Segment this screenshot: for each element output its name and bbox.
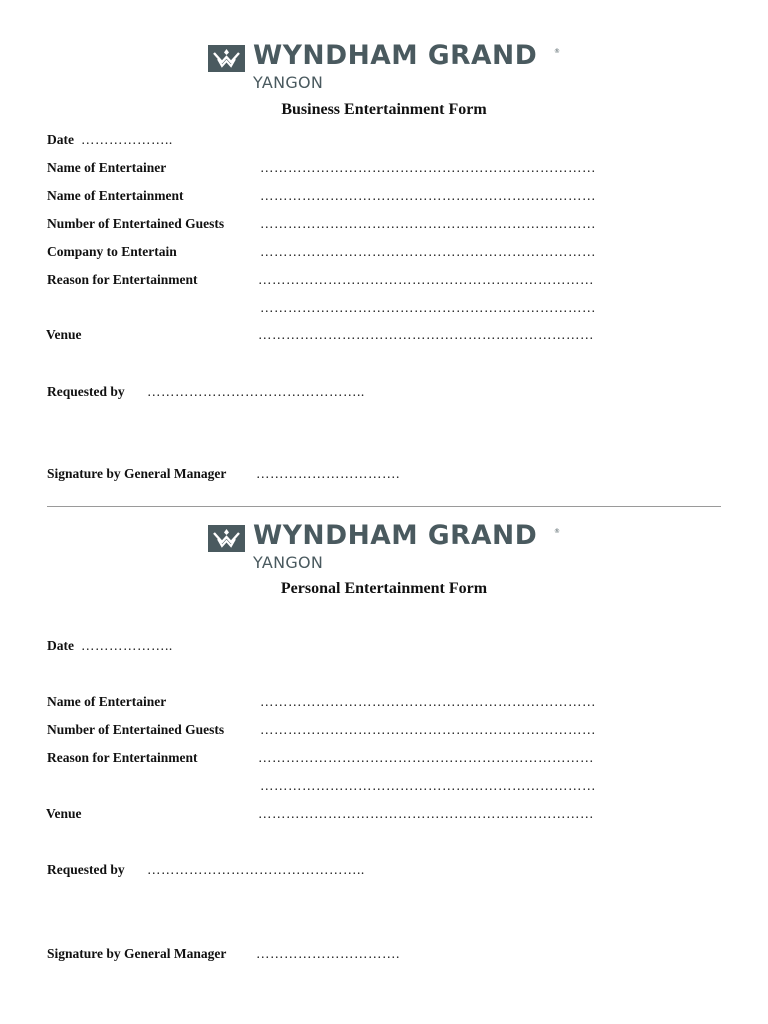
name-of-entertainment-field[interactable]: ……………………………………………………………… [260,188,596,203]
reason-field-line-2[interactable]: ……………………………………………………………… [260,300,596,315]
venue-label: Venue [46,327,82,342]
form-title: Business Entertainment Form [281,101,487,118]
venue-field[interactable]: ……………………………………………………………… [258,327,594,342]
reason-label: Reason for Entertainment [47,750,198,765]
number-of-guests-field[interactable]: ……………………………………………………………… [260,722,596,737]
name-of-entertainer-label: Name of Entertainer [47,694,167,709]
reason-field[interactable]: ……………………………………………………………… [258,750,594,765]
name-of-entertainer-label: Name of Entertainer [47,160,167,175]
requested-by-label: Requested by [47,384,125,399]
signature-field[interactable]: …………………………. [256,466,400,481]
name-of-entertainer-field[interactable]: ……………………………………………………………… [260,160,596,175]
signature-field[interactable]: …………………………. [256,946,400,961]
name-of-entertainment-label: Name of Entertainment [47,188,184,203]
name-of-entertainer-field[interactable]: ……………………………………………………………… [260,694,596,709]
registered-mark: ® [554,48,560,55]
reason-field-line-2[interactable]: ……………………………………………………………… [260,778,596,793]
requested-by-field[interactable]: ……………………………………….. [147,384,365,399]
brand-city: YANGON [253,553,324,572]
wyndham-grand-logo [208,40,568,96]
brand-city: YANGON [253,73,324,92]
company-field[interactable]: ……………………………………………………………… [260,244,596,259]
form-title: Personal Entertainment Form [280,580,488,597]
date-field[interactable]: ……………….. [81,132,173,147]
date-field[interactable]: ……………….. [81,638,173,653]
reason-label: Reason for Entertainment [47,272,198,287]
signature-label: Signature by General Manager [47,946,227,961]
number-of-guests-label: Number of Entertained Guests [47,722,225,737]
registered-mark: ® [554,528,560,535]
form-separator [47,506,721,507]
brand-name: WYNDHAM GRAND [253,520,538,551]
date-label: Date [47,132,74,147]
venue-label: Venue [46,806,82,821]
requested-by-label: Requested by [47,862,125,877]
venue-field[interactable]: ……………………………………………………………… [258,806,594,821]
signature-label: Signature by General Manager [47,466,227,481]
company-label: Company to Entertain [47,244,177,259]
brand-name: WYNDHAM GRAND [253,40,538,71]
reason-field[interactable]: ……………………………………………………………… [258,272,594,287]
date-label: Date [47,638,74,653]
wyndham-grand-logo [208,520,568,576]
wyndham-logo-icon [208,525,245,552]
number-of-guests-label: Number of Entertained Guests [47,216,225,231]
number-of-guests-field[interactable]: ……………………………………………………………… [260,216,596,231]
requested-by-field[interactable]: ……………………………………….. [147,862,365,877]
wyndham-logo-icon [208,45,245,72]
